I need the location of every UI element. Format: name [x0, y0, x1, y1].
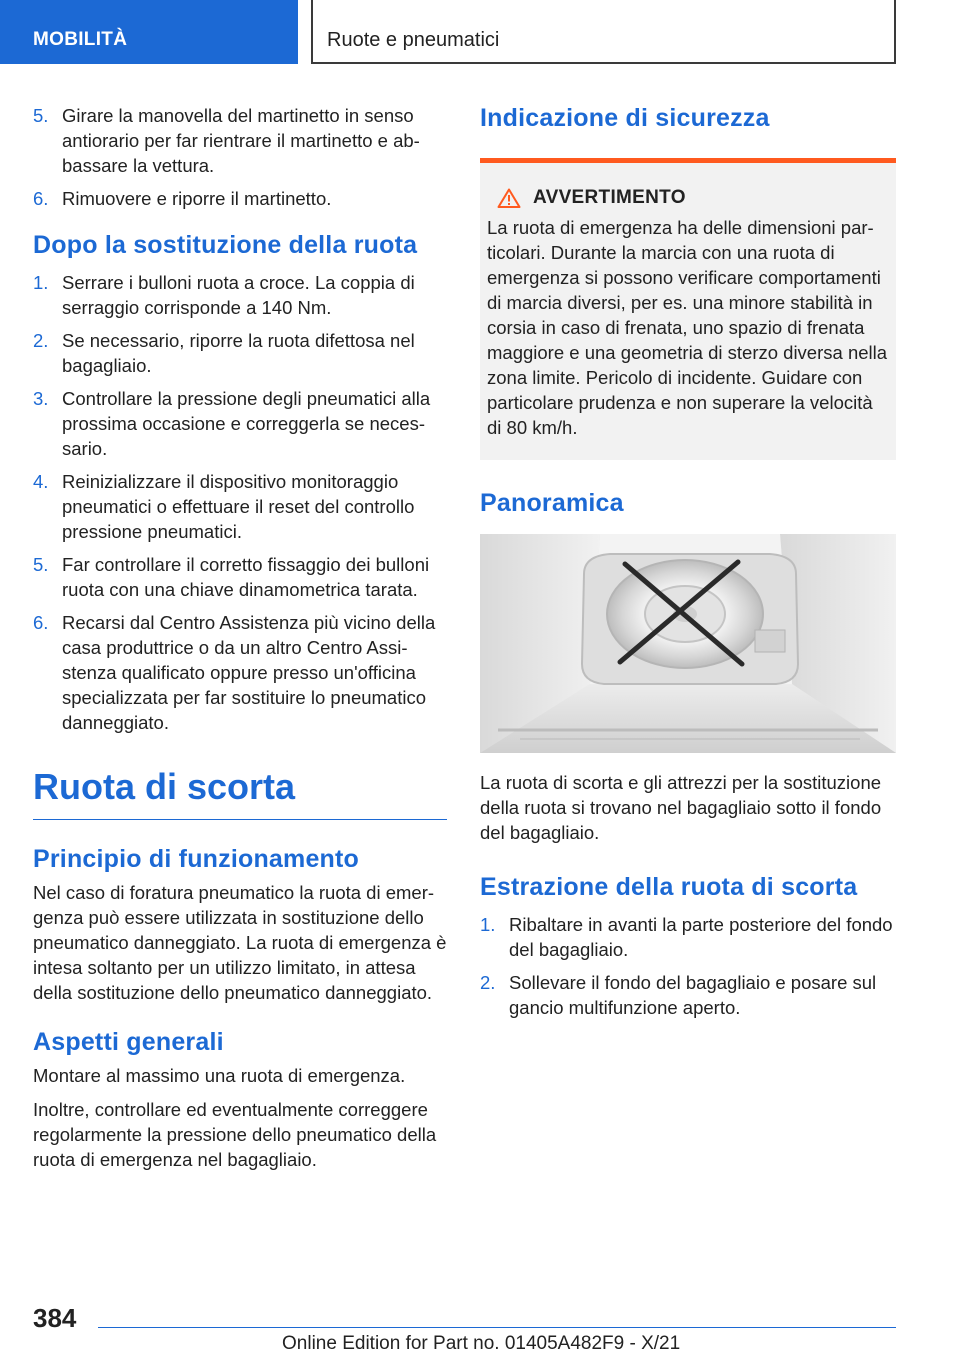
overview-heading: Panoramica [480, 489, 624, 517]
list-item [33, 186, 447, 211]
after-replacement-list [33, 270, 447, 735]
list-item [33, 469, 447, 544]
step-number: 5. [33, 105, 49, 126]
principle-paragraph: Nel caso di foratura pneumatico la ruota di emergenza può essere utilizzata in sostituzione dello pneumatico danneggiato. La ruota di emergenza è intesa soltanto per un utilizzo limitato, in attesa della sostituzione dello pneumatico danneggiato. [33, 882, 447, 1003]
warning-text: La ruota di emergenza ha delle dimensioni particolari. Durante la marcia con una ruota di emergenza si possono verificare comportamenti di marcia diversi, per es. una minore stabilità in corsia in caso di frenata, uno spazio di frenata maggiore e una geometria di sterzo diversa nella zona limite. Pericolo di incidente. Guidare con particolare prudenza e non superare la velocità di 80 km/h. [487, 217, 888, 438]
step-text: Far controllare il corretto fissaggio dei bulloni ruota con una chiave dinamometrica tarata. [62, 554, 430, 600]
step-number: 1. [33, 272, 49, 293]
step-text: Se necessario, riporre la ruota difettosa nel bagagliaio. [62, 330, 415, 376]
section-title: MOBILITÀ [33, 29, 128, 50]
list-item [33, 328, 447, 378]
warning-label: AVVERTIMENTO [533, 187, 686, 208]
warning-box [480, 158, 896, 460]
step-number: 6. [33, 188, 49, 209]
chapter-title: Ruote e pneumatici [327, 29, 500, 51]
step-text: Serrare i bulloni ruota a croce. La coppia di serraggio corrisponde a 140 Nm. [62, 272, 415, 318]
list-item [480, 912, 896, 962]
after-replacement-heading: Dopo la sostituzione della ruota [33, 231, 418, 259]
general-heading: Aspetti generali [33, 1028, 224, 1056]
step-number: 2. [480, 972, 496, 993]
step-text: Girare la manovella del martinetto in senso antiorario per far rientrare il martinetto e abbassare la vettura. [62, 105, 420, 176]
list-item [33, 270, 447, 320]
general-paragraph-2: Inoltre, controllare ed eventualmente correggere regolarmente la pressione dello pneumatico della ruota di emergenza nel bagagliaio. [33, 1099, 437, 1170]
warning-title [497, 187, 890, 209]
list-item [33, 386, 447, 461]
spare-wheel-heading: Ruota di scorta [33, 766, 296, 807]
overview-caption: La ruota di scorta e gli attrezzi per la sostituzione della ruota si trovano nel bagagliaio sotto il fondo del bagagliaio. [480, 772, 882, 843]
heading-divider [33, 819, 447, 820]
spare-wheel-photo [480, 534, 896, 753]
principle-heading: Principio di funzionamento [33, 845, 360, 873]
list-item [480, 970, 896, 1020]
step-text: Recarsi dal Centro Assistenza più vicino della casa produttrice o da un altro Centro Assistenza qualificato oppure presso un'officina specializzata per far sostituire lo pneumatico danneggiato. [62, 612, 436, 733]
steps-top-list [33, 103, 447, 211]
step-text: Reinizializzare il dispositivo monitoraggio pneumatici o effettuare il reset del controllo pressione pneumatici. [62, 471, 415, 542]
right-column [480, 103, 896, 1028]
section-tab [0, 0, 298, 64]
step-number: 3. [33, 388, 49, 409]
step-number: 4. [33, 471, 49, 492]
step-text: Sollevare il fondo del bagagliaio e posare sul gancio multifunzione aperto. [509, 972, 877, 1018]
step-text: Ribaltare in avanti la parte posteriore del fondo del bagagliaio. [509, 914, 893, 960]
step-text: Rimuovere e riporre il martinetto. [62, 188, 332, 209]
list-item [33, 610, 447, 735]
step-number: 5. [33, 554, 49, 575]
step-number: 1. [480, 914, 496, 935]
general-paragraph-1: Montare al massimo una ruota di emergenza. [33, 1065, 406, 1086]
edition-note: Online Edition for Part no. 01405A482F9 - X/21 [282, 1333, 681, 1354]
list-item [33, 552, 447, 602]
footer-divider [98, 1327, 896, 1328]
extract-steps-list [480, 912, 896, 1020]
step-number: 2. [33, 330, 49, 351]
left-column [33, 103, 447, 1172]
extract-heading: Estrazione della ruota di scorta [480, 873, 858, 901]
page-number: 384 [33, 1303, 77, 1333]
list-item [33, 103, 447, 178]
chapter-tab [311, 0, 896, 64]
safety-heading: Indicazione di sicurezza [480, 104, 770, 132]
step-number: 6. [33, 612, 49, 633]
step-text: Controllare la pressione degli pneumatici alla prossima occasione e correggerla se necessario. [62, 388, 431, 459]
warning-triangle-icon [497, 188, 521, 208]
